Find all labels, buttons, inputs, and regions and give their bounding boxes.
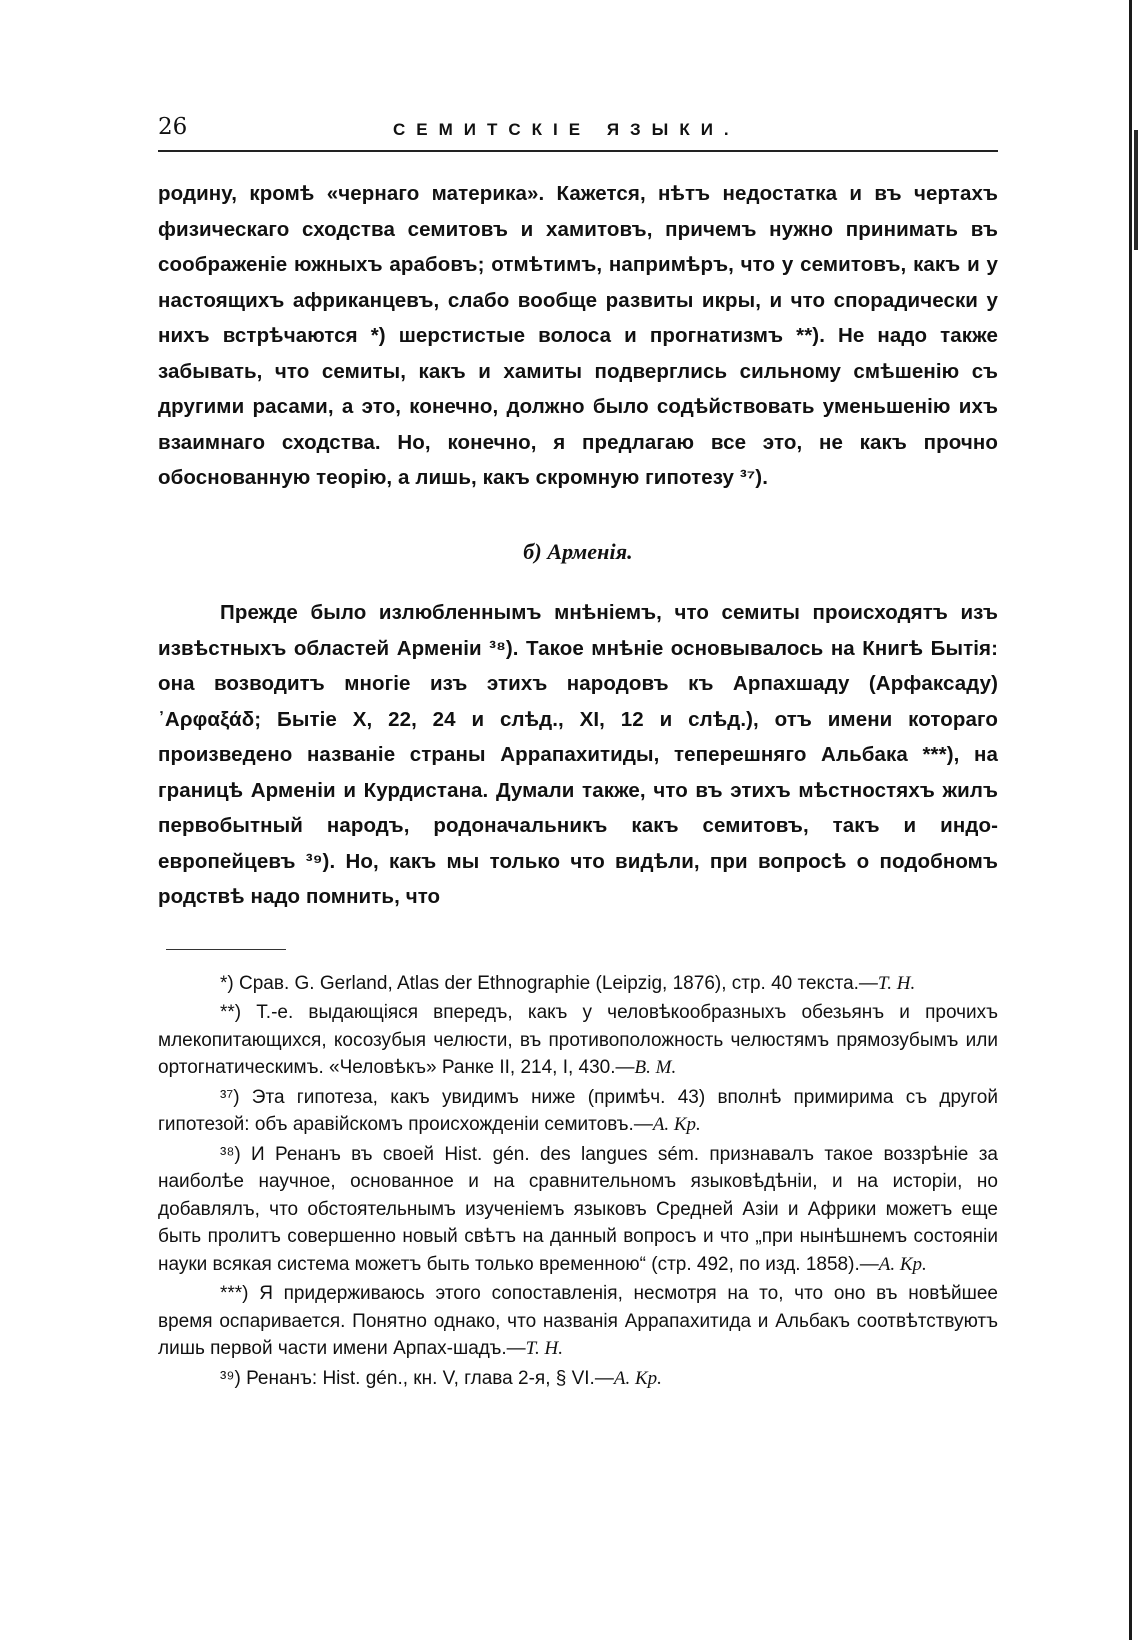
- footnote-text: ***) Я придерживаюсь этого сопоставленія, несмотря на то, что оно въ новѣйшее время оспаривается. Понятно однако, что названія Аррапахитида и Альбакъ соотвѣтствуютъ лишь первой части имени Арпах-шадъ.—: [158, 1283, 998, 1359]
- footnote-signature: Т. Н.: [877, 972, 916, 994]
- footnote: [158, 970, 998, 998]
- page-edge-mark: [1134, 130, 1138, 250]
- footnote: [158, 1084, 998, 1139]
- footnote: [158, 1365, 998, 1393]
- paragraph-continued: родину, кромѣ «чернаго материка». Кажется, нѣтъ недостатка и въ чертахъ физическаго сходства семитовъ и хамитовъ, причемъ нужно принимать въ соображеніе южныхъ арабовъ; отмѣтимъ, напримѣръ, что у семитовъ, какъ и у настоящихъ африканцевъ, слабо вообще развиты икры, и что спорадически у нихъ встрѣчаются *) шерстистые волоса и прогнатизмъ **). Не надо также забывать, что семиты, какъ и хамиты подверглись сильному смѣшенію съ другими расами, а это, конечно, должно было содѣйствовать уменьшенію ихъ взаимнаго сходства. Но, конечно, я предлагаю все это, не какъ прочно обоснованную теорію, а лишь, какъ скромную гипотезу ³⁷).: [158, 182, 998, 489]
- footnote: [158, 999, 998, 1082]
- page-edge-shadow: [1129, 0, 1132, 1640]
- footnote-text: ³⁹) Ренанъ: Hist. gén., кн. V, глава 2-я, § VI.—: [220, 1367, 614, 1389]
- footnote-signature: А. Кр.: [613, 1367, 662, 1389]
- page-header: [158, 108, 998, 152]
- footnote: [158, 1280, 998, 1363]
- section-heading: б) Арменія.: [523, 538, 633, 564]
- running-title: СЕМИТСКІЕ ЯЗЫКИ.: [393, 120, 740, 139]
- footnote-text: **) Т.-е. выдающіяся впередъ, какъ у человѣкообразныхъ обезьянъ и прочихъ млекопитающихся, косозубыя челюсти, въ противоположность челюстямъ прямозубымъ или ортогнатическимъ. «Человѣкъ» Ранке II, 214, I, 430.—: [158, 1002, 998, 1078]
- footnote-signature: А. Кр.: [878, 1253, 927, 1275]
- footnote-divider: [166, 949, 286, 950]
- book-page: [158, 108, 998, 1394]
- footnote-text: *) Срав. G. Gerland, Atlas der Ethnographie (Leipzig, 1876), стр. 40 текста.—: [220, 972, 878, 994]
- footnote-signature: А. Кр.: [652, 1114, 701, 1135]
- main-text: [158, 176, 998, 915]
- page-number: 26: [158, 114, 188, 140]
- footnote-signature: В. М.: [634, 1057, 677, 1078]
- footnote-text: ³⁷) Эта гипотеза, какъ увидимъ ниже (примѣч. 43) вполнѣ примирима съ другой гипотезой: объ аравійскомъ происхожденіи семитовъ.—: [158, 1086, 998, 1135]
- footnotes: [158, 970, 998, 1393]
- footnote-signature: Т. Н.: [525, 1338, 563, 1359]
- footnote: [158, 1141, 998, 1279]
- footnote-text: ³⁸) И Ренанъ въ своей Hist. gén. des langues sém. признавалъ такое воззрѣніе за наиболѣе научное, основанное и на сравнительномъ языковѣдѣніи, и на исторіи, но добавлялъ, что обстоятельнымъ изученіемъ языковъ Средней Азіи и Африки можетъ еще быть пролитъ совершенно новый свѣтъ на данный вопросъ и что „при нынѣшнемъ состояніи науки всякая система можетъ быть только временною“ (стр. 492, по изд. 1858).—: [158, 1143, 998, 1275]
- paragraph-armenia: Прежде было излюбленнымъ мнѣніемъ, что семиты происходятъ изъ извѣстныхъ областей Арменіи ³⁸). Такое мнѣніе основывалось на Книгѣ Бытія: она возводитъ многіе изъ этихъ народовъ къ Арпахшаду (Арфаксаду) ᾿Αρφαξάδ; Бытіе X, 22, 24 и слѣд., XI, 12 и слѣд.), отъ имени котораго произведено названіе страны Аррапахитиды, теперешняго Альбака ***), на границѣ Арменіи и Курдистана. Думали также, что въ этихъ мѣстностяхъ жилъ первобытный народъ, родоначальникъ какъ семитовъ, такъ и индо-европейцевъ ³⁹). Но, какъ мы только что видѣли, при вопросѣ о подобномъ родствѣ надо помнить, что: [158, 601, 998, 908]
